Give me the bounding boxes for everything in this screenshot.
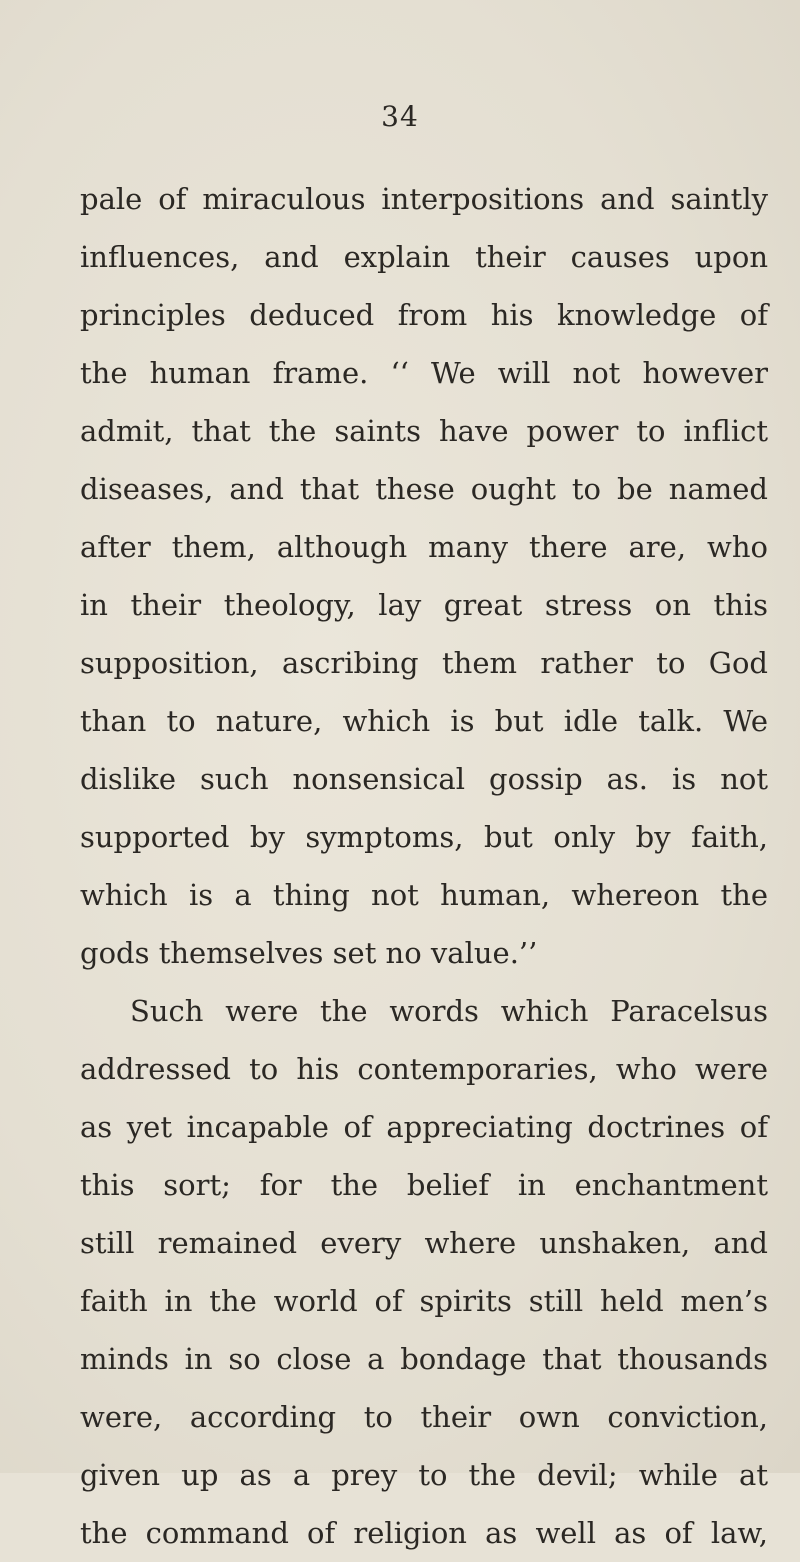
text-line: after them, although many there are, who	[80, 530, 768, 564]
text-line: Such were the words which Paracelsus	[130, 994, 768, 1028]
text-line: given up as a prey to the devil; while at	[80, 1458, 768, 1492]
text-line: in their theology, lay great stress on this	[80, 588, 768, 622]
text-line: diseases, and that these ought to be named	[80, 472, 768, 506]
text-line: this sort; for the belief in enchantment	[80, 1168, 768, 1202]
text-line: which is a thing not human, whereon the	[80, 878, 768, 912]
text-line: gods themselves set no value.’’	[80, 936, 538, 970]
text-line: admit, that the saints have power to inflict	[80, 414, 768, 448]
text-line: influences, and explain their causes upon	[80, 240, 768, 274]
text-line: as yet incapable of appreciating doctrines of	[80, 1110, 768, 1144]
text-line: pale of miraculous interpositions and saintly	[80, 182, 768, 216]
text-line: the human frame. ‘‘ We will not however	[80, 356, 768, 390]
text-line: supported by symptoms, but only by faith,	[80, 820, 768, 854]
text-line: supposition, ascribing them rather to God	[80, 646, 768, 680]
text-line: than to nature, which is but idle talk. We	[80, 704, 768, 738]
text-line: still remained every where unshaken, and	[80, 1226, 768, 1260]
text-line: faith in the world of spirits still held men’s	[80, 1284, 768, 1318]
text-line: dislike such nonsensical gossip as. is not	[80, 762, 768, 796]
body-text	[80, 170, 768, 1562]
text-line: addressed to his contemporaries, who were	[80, 1052, 768, 1086]
text-line: were, according to their own conviction,	[80, 1400, 768, 1434]
text-line: minds in so close a bondage that thousands	[80, 1342, 768, 1376]
text-line: the command of religion as well as of law,	[80, 1516, 768, 1550]
text-line: principles deduced from his knowledge of	[80, 298, 768, 332]
page-number: 34	[381, 100, 419, 133]
